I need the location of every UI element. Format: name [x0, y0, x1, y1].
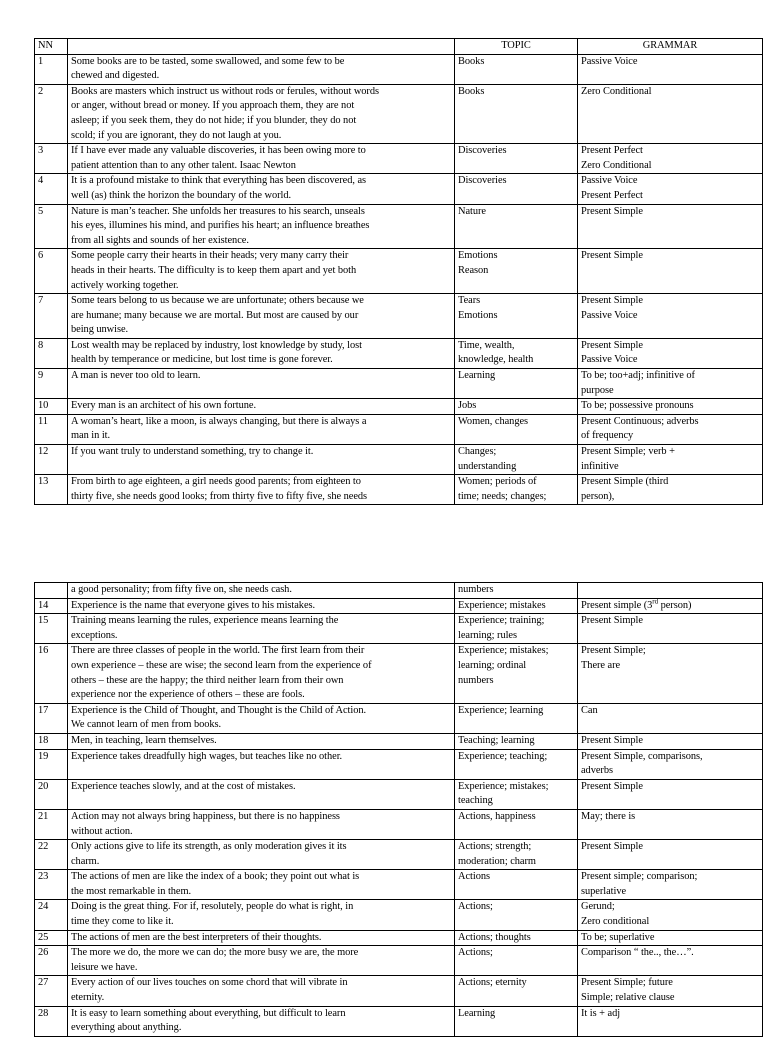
- topic-cell: Actions; thoughts: [455, 930, 578, 946]
- topic-cell: Experience; learning: [455, 703, 578, 733]
- topic-cell: Discoveries: [455, 144, 578, 174]
- quote-text: Men, in teaching, learn themselves.: [68, 733, 455, 749]
- table-row: [35, 900, 763, 930]
- table-row: [35, 414, 763, 444]
- row-number: 26: [35, 946, 68, 976]
- header-grammar: GRAMMAR: [578, 39, 763, 55]
- grammar-cell: Present Simple; verb + infinitive: [578, 445, 763, 475]
- topic-cell: Actions, happiness: [455, 809, 578, 839]
- topic-cell: Women, changes: [455, 414, 578, 444]
- quote-text: The more we do, the more we can do; the more busy we are, the more leisure we have.: [68, 946, 455, 976]
- row-number: 1: [35, 54, 68, 84]
- topic-cell: Time, wealth, knowledge, health: [455, 338, 578, 368]
- table-row: [35, 54, 763, 84]
- row-number: 4: [35, 174, 68, 204]
- table-row: [35, 976, 763, 1006]
- grammar-cell: Zero Conditional: [578, 84, 763, 143]
- table-row: [35, 733, 763, 749]
- topic-cell: Learning: [455, 369, 578, 399]
- quote-text: Some books are to be tasted, some swallowed, and some few to be chewed and digested.: [68, 54, 455, 84]
- quote-text: The actions of men are like the index of a book; they point out what is the most remarkable in them.: [68, 870, 455, 900]
- table-row: [35, 614, 763, 644]
- table-row: [35, 930, 763, 946]
- grammar-cell: To be; superlative: [578, 930, 763, 946]
- row-number: 14: [35, 598, 68, 614]
- quote-text: Every man is an architect of his own fortune.: [68, 399, 455, 415]
- table-row: [35, 84, 763, 143]
- table-row: [35, 399, 763, 415]
- grammar-cell: Present Simple: [578, 614, 763, 644]
- quote-text: Training means learning the rules, experience means learning the exceptions.: [68, 614, 455, 644]
- grammar-cell: Present Simple: [578, 779, 763, 809]
- row-number: 13: [35, 475, 68, 505]
- table-row: [35, 294, 763, 339]
- row-number: 22: [35, 840, 68, 870]
- grammar-cell: Gerund; Zero conditional: [578, 900, 763, 930]
- grammar-cell: Present Continuous; adverbs of frequency: [578, 414, 763, 444]
- grammar-cell: Present Simple (third person),: [578, 475, 763, 505]
- table-row: [35, 475, 763, 505]
- row-number: 20: [35, 779, 68, 809]
- quote-text: There are three classes of people in the world. The first learn from their own experience – these are wise; the second learn from the experience of others – these are the happy; the third neither learn from their own experience nor the experience of others – these are fools.: [68, 644, 455, 703]
- topic-cell: Books: [455, 84, 578, 143]
- table-row: [35, 144, 763, 174]
- quote-text: The actions of men are the best interpreters of their thoughts.: [68, 930, 455, 946]
- topic-cell: Experience; mistakes; teaching: [455, 779, 578, 809]
- row-number: 18: [35, 733, 68, 749]
- table-row: [35, 174, 763, 204]
- header-row: [35, 39, 763, 55]
- topic-cell: Learning: [455, 1006, 578, 1036]
- topic-cell: Teaching; learning: [455, 733, 578, 749]
- table-row: [35, 249, 763, 294]
- grammar-cell: Present simple; comparison; superlative: [578, 870, 763, 900]
- header-topic: TOPIC: [455, 39, 578, 55]
- grammar-cell: [578, 583, 763, 599]
- row-number: 28: [35, 1006, 68, 1036]
- quote-text: Some people carry their hearts in their heads; very many carry their heads in their hearts. The difficulty is to keep them apart and yet both actively working together.: [68, 249, 455, 294]
- grammar-cell: [578, 598, 763, 614]
- quote-text: From birth to age eighteen, a girl needs good parents; from eighteen to thirty five, she needs good looks; from thirty five to fifty five, she needs: [68, 475, 455, 505]
- row-number: 3: [35, 144, 68, 174]
- quote-text: A man is never too old to learn.: [68, 369, 455, 399]
- grammar-cell: Comparison “ the.., the…”.: [578, 946, 763, 976]
- topic-cell: Experience; teaching;: [455, 749, 578, 779]
- topic-cell: Actions; eternity: [455, 976, 578, 1006]
- topic-cell: Actions; strength; moderation; charm: [455, 840, 578, 870]
- quote-text: Experience is the Child of Thought, and Thought is the Child of Action. We cannot learn of men from books.: [68, 703, 455, 733]
- table-row: [35, 598, 763, 614]
- row-number: 10: [35, 399, 68, 415]
- table-row: [35, 779, 763, 809]
- table-row: [35, 749, 763, 779]
- topic-cell: Discoveries: [455, 174, 578, 204]
- row-number: 23: [35, 870, 68, 900]
- quote-text: Doing is the great thing. For if, resolutely, people do what is right, in time they come to like it.: [68, 900, 455, 930]
- row-number: 17: [35, 703, 68, 733]
- table-row: [35, 840, 763, 870]
- topic-cell: Changes; understanding: [455, 445, 578, 475]
- quote-text: Lost wealth may be replaced by industry, lost knowledge by study, lost health by temperance or medicine, but lost time is gone forever.: [68, 338, 455, 368]
- topic-cell: Tears Emotions: [455, 294, 578, 339]
- grammar-cell: Present Simple: [578, 249, 763, 294]
- grammar-cell: Present Perfect Zero Conditional: [578, 144, 763, 174]
- table-row: [35, 204, 763, 249]
- quote-text: It is easy to learn something about everything, but difficult to learn everything about anything.: [68, 1006, 455, 1036]
- quotes-table-page-1: [34, 38, 763, 505]
- quote-text: Experience is the name that everyone gives to his mistakes.: [68, 598, 455, 614]
- row-number: 16: [35, 644, 68, 703]
- topic-cell: Experience; mistakes; learning; ordinal numbers: [455, 644, 578, 703]
- quote-text: If I have ever made any valuable discoveries, it has been owing more to patient attention than to any other talent. Isaac Newton: [68, 144, 455, 174]
- topic-cell: numbers: [455, 583, 578, 599]
- table-row: [35, 870, 763, 900]
- quote-text: A woman’s heart, like a moon, is always changing, but there is always a man in it.: [68, 414, 455, 444]
- row-number: 27: [35, 976, 68, 1006]
- table-row: [35, 703, 763, 733]
- header-quote: [68, 39, 455, 55]
- quote-text: Some tears belong to us because we are unfortunate; others because we are humane; many because we are mortal. But most are caused by our being unwise.: [68, 294, 455, 339]
- row-number: 19: [35, 749, 68, 779]
- quotes-table-body: [35, 54, 763, 505]
- row-number: 11: [35, 414, 68, 444]
- row-number: 2: [35, 84, 68, 143]
- topic-cell: Actions: [455, 870, 578, 900]
- quote-text: Experience takes dreadfully high wages, but teaches like no other.: [68, 749, 455, 779]
- grammar-cell: Can: [578, 703, 763, 733]
- table-row: [35, 809, 763, 839]
- row-number: 6: [35, 249, 68, 294]
- grammar-cell: Present Simple; future Simple; relative clause: [578, 976, 763, 1006]
- topic-cell: Actions;: [455, 900, 578, 930]
- topic-cell: Actions;: [455, 946, 578, 976]
- grammar-cell: Present Simple: [578, 204, 763, 249]
- grammar-text: Present simple (3: [581, 599, 653, 611]
- quote-text: Every action of our lives touches on some chord that will vibrate in eternity.: [68, 976, 455, 1006]
- row-number: 15: [35, 614, 68, 644]
- table-row: [35, 338, 763, 368]
- grammar-cell: Present Simple Passive Voice: [578, 294, 763, 339]
- quote-text: If you want truly to understand something, try to change it.: [68, 445, 455, 475]
- grammar-cell: It is + adj: [578, 1006, 763, 1036]
- table-row: [35, 369, 763, 399]
- row-number: 25: [35, 930, 68, 946]
- topic-cell: Jobs: [455, 399, 578, 415]
- grammar-cell: Present Simple; There are: [578, 644, 763, 703]
- topic-cell: Experience; mistakes: [455, 598, 578, 614]
- topic-cell: Experience; training; learning; rules: [455, 614, 578, 644]
- grammar-cell: Passive Voice Present Perfect: [578, 174, 763, 204]
- row-number: 7: [35, 294, 68, 339]
- grammar-cell: Present Simple, comparisons, adverbs: [578, 749, 763, 779]
- table-row: [35, 946, 763, 976]
- topic-cell: Nature: [455, 204, 578, 249]
- quote-text: Experience teaches slowly, and at the cost of mistakes.: [68, 779, 455, 809]
- quote-text: a good personality; from fifty five on, she needs cash.: [68, 583, 455, 599]
- quote-text: It is a profound mistake to think that everything has been discovered, as well (as) think the horizon the boundary of the world.: [68, 174, 455, 204]
- header-number: NN: [35, 39, 68, 55]
- grammar-cell: To be; possessive pronouns: [578, 399, 763, 415]
- quote-text: Nature is man’s teacher. She unfolds her treasures to his search, unseals his eyes, illumines his mind, and purifies his heart; an influence breathes from all sights and sounds of her existence.: [68, 204, 455, 249]
- row-number: 21: [35, 809, 68, 839]
- quotes-table-body: [35, 583, 763, 1037]
- table-row: [35, 445, 763, 475]
- grammar-cell: To be; too+adj; infinitive of purpose: [578, 369, 763, 399]
- quote-text: Only actions give to life its strength, as only moderation gives it its charm.: [68, 840, 455, 870]
- row-number: 8: [35, 338, 68, 368]
- row-number: [35, 583, 68, 599]
- grammar-cell: Present Simple: [578, 733, 763, 749]
- ordinal-suffix: rd: [652, 598, 659, 606]
- grammar-cell: May; there is: [578, 809, 763, 839]
- quote-text: Action may not always bring happiness, but there is no happiness without action.: [68, 809, 455, 839]
- row-number: 24: [35, 900, 68, 930]
- row-number: 5: [35, 204, 68, 249]
- table-row: [35, 644, 763, 703]
- table-row: [35, 1006, 763, 1036]
- topic-cell: Emotions Reason: [455, 249, 578, 294]
- quotes-table-page-2: [34, 582, 763, 1037]
- grammar-cell: Passive Voice: [578, 54, 763, 84]
- quote-text: Books are masters which instruct us without rods or ferules, without words or anger, without bread or money. If you approach them, they are not asleep; if you seek them, they do not hide; if you blunder, they do not scold; if you are ignorant, they do not laugh at you.: [68, 84, 455, 143]
- grammar-cell: Present Simple: [578, 840, 763, 870]
- grammar-text: person): [658, 599, 692, 611]
- row-number: 12: [35, 445, 68, 475]
- table-row: [35, 583, 763, 599]
- topic-cell: Books: [455, 54, 578, 84]
- topic-cell: Women; periods of time; needs; changes;: [455, 475, 578, 505]
- grammar-cell: Present Simple Passive Voice: [578, 338, 763, 368]
- row-number: 9: [35, 369, 68, 399]
